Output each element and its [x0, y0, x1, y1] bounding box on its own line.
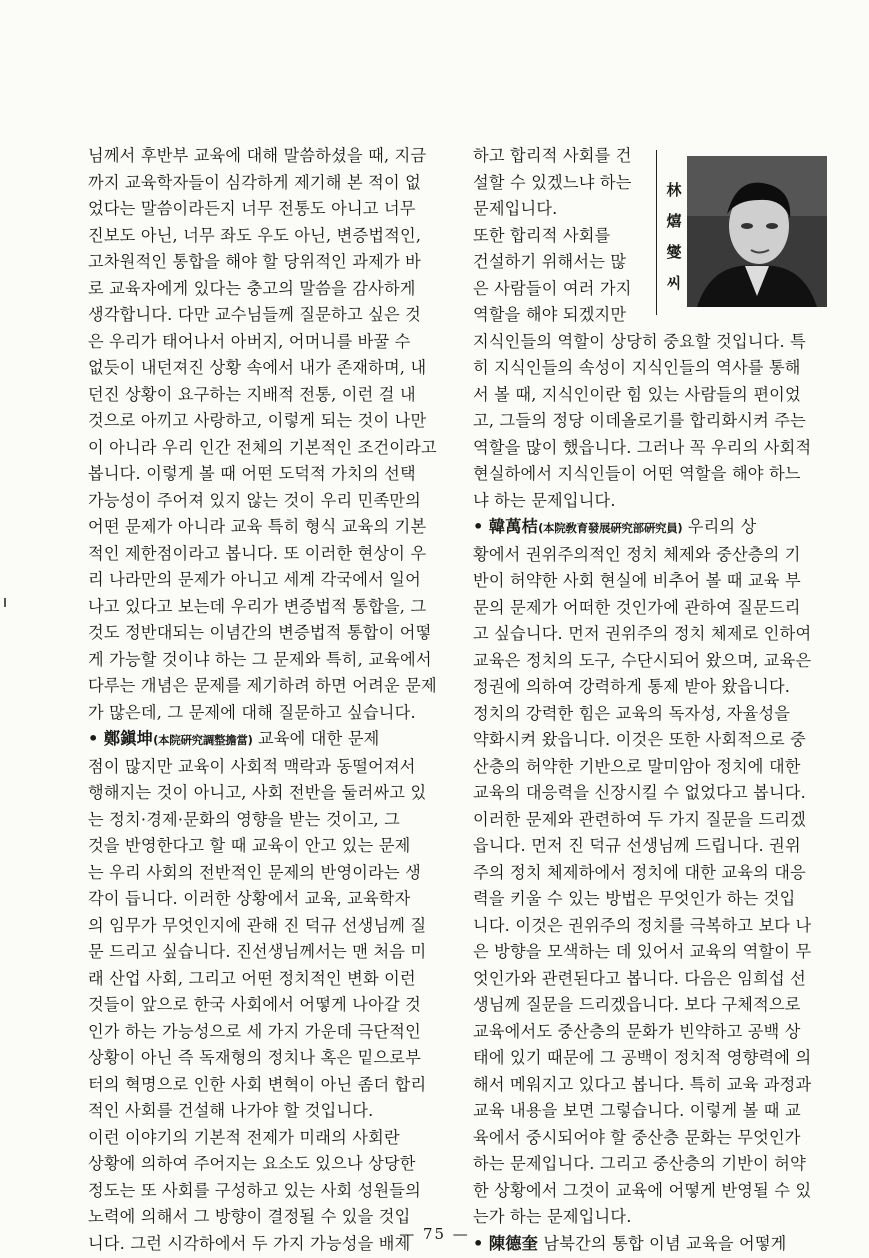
text-line: 로 교육자에게 있다는 충고의 말씀을 감사하게 [88, 278, 416, 298]
text-line: 히 지식인들의 속성이 지식인들의 역사를 통해 [473, 358, 801, 377]
text-line: 진보도 아닌, 너무 좌도 우도 아닌, 변증법적인, [88, 225, 422, 245]
photo-caption [664, 175, 684, 299]
text-line: 행해지는 것이 아니고, 사회 전반을 둘러싸고 있 [88, 783, 427, 802]
text-line: 없듯이 내던져진 상황 속에서 내가 존재하며, 내 [88, 358, 427, 377]
caption-char: 燮 [666, 243, 682, 261]
text-line: 는가 하는 문제입니다. [473, 1207, 632, 1226]
text-line: 는 우리 사회의 전반적인 문제의 반영이라는 생 [88, 862, 421, 882]
text-line: 교육의 대응력을 신장시킬 수 없었다고 봅니다. [473, 783, 806, 802]
text-line: 니다. 이것은 권위주의 정치를 극복하고 보다 나 [473, 915, 812, 935]
speaker-line-jung [88, 726, 450, 754]
text-line: 상황에 의하여 주어지는 요소도 있으나 상당한 [88, 1154, 416, 1173]
speaker-name-chin: 陳德奎 [488, 1233, 539, 1253]
text-line: 지식인들의 역할이 상당히 중요할 것입니다. 특 [473, 331, 806, 351]
column-divider [656, 150, 657, 315]
text-line: 상황이 아닌 즉 독재형의 정치나 혹은 밑으로부 [88, 1048, 421, 1067]
text-line: 교육은 정치의 도구, 수단시되어 왔으며, 교육은 [473, 650, 812, 670]
text-line: 가능성이 주어져 있지 않는 것이 우리 민족만의 [88, 490, 421, 510]
text-line: 고차원적인 통합을 해야 할 당위적인 과제가 바 [88, 252, 421, 271]
speaker-name-han: 韓萬桔 [488, 517, 539, 536]
text-line: 것으로 아끼고 사랑하고, 이렇게 되는 것이 나만 [88, 411, 427, 430]
text-line: 정권에 의하여 강력하게 통제 받아 왔읍니다. [473, 677, 791, 696]
text-line: 것도 정반대되는 이념간의 변증법적 통합이 어떻 [88, 623, 432, 642]
text-line: 문의 문제가 어떠한 것인가에 관하여 질문드리 [473, 597, 801, 617]
text-line: 이러한 문제와 관련하여 두 가지 질문을 드리겠 [473, 809, 806, 829]
text-line: 교육에서도 중산층의 문화가 빈약하고 공백 상 [473, 1021, 801, 1041]
text-line: 나고 있다고 보는데 우리가 변증법적 통합을, 그 [88, 596, 427, 616]
text-line: 적인 사회를 건설해 나가야 할 것입니다. [88, 1101, 374, 1120]
text-line: 태에 있기 때문에 그 공백이 정치적 영향력에 의 [473, 1048, 812, 1067]
text-line: 점이 많지만 교육이 사회적 맥락과 동떨어져서 [88, 756, 416, 776]
text-line: 정치의 강력한 힘은 교육의 독자성, 자율성을 [473, 703, 791, 723]
speaker-role-han: (本院敎育發展硏究部硏究員) [538, 521, 683, 535]
text-line: 해서 메워지고 있다고 봅니다. 특히 교육 과정과 [473, 1074, 812, 1094]
text-line: 주의 정치 체제하에서 정치에 대한 교육의 대응 [473, 862, 806, 882]
text-line: 리 나라만의 문제가 아니고 세계 각국에서 일어 [88, 570, 421, 589]
text-line: 교육 내용을 보면 그렇습니다. 이렇게 볼 때 교 [473, 1101, 801, 1120]
text-line: 문 드리고 싶습니다. 진선생님께서는 맨 처음 미 [88, 942, 427, 961]
text-line: 력을 키울 수 있는 방법은 무엇인가 하는 것입 [473, 889, 796, 908]
text-line: 까지 교육학자들이 심각하게 제기해 본 적이 없 [88, 172, 421, 192]
text-line: 이 아니라 우리 인간 전체의 기본적인 조건이라고 [88, 437, 437, 457]
text-line: 적인 제한점이라고 봅니다. 또 이러한 현상이 우 [88, 543, 427, 563]
page-number: — 75 — [399, 1225, 470, 1243]
text-line: 엇인가와 관련된다고 봅니다. 다음은 임희섭 선 [473, 968, 806, 988]
text-line: 읍니다. 먼저 진 덕규 선생님께 드립니다. 권위 [473, 836, 801, 855]
text-line: 가 많은데, 그 문제에 대해 질문하고 싶습니다. [88, 702, 416, 722]
text-line: 노력에 의해서 그 방향이 결정될 수 있을 것입 [88, 1207, 411, 1226]
speaker-text-jung: 교육에 대한 문제 [252, 729, 380, 748]
text-line: 건설하기 위해서는 많 [473, 252, 627, 271]
text-line: 인가 하는 가능성으로 세 가지 가운데 극단적인 [88, 1021, 421, 1041]
text-line: 터의 혁명으로 인한 사회 변혁이 아닌 좀더 합리 [88, 1074, 427, 1094]
text-line: 생각합니다. 다만 교수님들께 질문하고 싶은 것 [88, 305, 421, 324]
text-line: 님께서 후반부 교육에 대해 말씀하셨을 때, 지금 [88, 146, 427, 165]
right-column [473, 143, 833, 1257]
text-line: 어떤 문제가 아니라 교육 특히 형식 교육의 기본 [88, 517, 427, 536]
text-line: 냐 하는 문제입니다. [473, 490, 616, 510]
text-line: 역할을 해야 되겠지만 [473, 305, 627, 324]
text-line: 약화시켜 왔읍니다. 이것은 또한 사회적으로 중 [473, 730, 806, 749]
text-line: 이런 이야기의 기본적 전제가 미래의 사회란 [88, 1127, 400, 1147]
text-line: 게 가능할 것이냐 하는 그 문제와 특히, 교육에서 [88, 649, 432, 669]
caption-char: 씨 [666, 274, 682, 292]
speaker-role-jung: (本院硏究調整擔當) [153, 733, 253, 747]
text-line: 것을 반영한다고 할 때 교육이 안고 있는 문제 [88, 836, 411, 855]
text-line: 다루는 개념은 문제를 제기하려 하면 어려운 문제 [88, 676, 437, 695]
text-line: 의 임무가 무엇인지에 관해 진 덕규 선생님께 질 [88, 915, 427, 935]
text-line: 하고 합리적 사회를 건 [473, 146, 632, 165]
portrait-illustration [687, 156, 827, 307]
caption-char: 林 [666, 181, 682, 199]
left-paragraph-1 [88, 143, 450, 726]
portrait-photo [687, 156, 827, 307]
portrait-block [656, 150, 833, 310]
text-line: 은 우리가 태어나서 아버지, 어머니를 바꿀 수 [88, 331, 411, 351]
left-column [88, 143, 450, 1257]
speaker-bullet: • [473, 517, 484, 536]
speaker-line-han [473, 514, 833, 542]
speaker-bullet: • [88, 729, 99, 748]
text-line: 설할 수 있겠느냐 하는 [473, 172, 632, 192]
text-line: 던진 상황이 요구하는 지배적 전통, 이런 걸 내 [88, 384, 416, 404]
text-line: 육에서 중시되어야 할 중산층 문화는 무엇인가 [473, 1127, 801, 1147]
text-line: 산층의 허약한 기반으로 말미암아 정치에 대한 [473, 756, 801, 776]
text-line: 현실하에서 지식인들이 어떤 역할을 해야 하느 [473, 464, 801, 483]
text-line: 니다. 그런 시각하에서 두 가지 가능성을 배제 [88, 1233, 411, 1253]
text-line: 반이 허약한 사회 현실에 비추어 볼 때 교육 부 [473, 571, 801, 590]
text-line: 각이 듭니다. 이러한 상황에서 교육, 교육학자 [88, 889, 411, 908]
text-line: 봅니다. 이렇게 볼 때 어떤 도덕적 가치의 선택 [88, 464, 416, 483]
caption-char: 熺 [666, 212, 682, 230]
text-line: 정도는 또 사회를 구성하고 있는 사회 성원들의 [88, 1180, 421, 1200]
speaker-text-chin: 남북간의 통합 이념 교육을 어떻게 [538, 1233, 787, 1253]
text-line: 었다는 말씀이라든지 너무 전통도 아니고 너무 [88, 199, 416, 218]
text-line: 고 싶습니다. 먼저 권위주의 정치 체제로 인하여 [473, 624, 812, 643]
left-paragraph-2 [88, 754, 450, 1258]
text-line: 또한 합리적 사회를 [473, 225, 611, 245]
text-line: 역할을 많이 했읍니다. 그러나 꼭 우리의 사회적 [473, 437, 812, 457]
text-line: 생님께 질문을 드리겠읍니다. 보다 구체적으로 [473, 995, 801, 1014]
right-paragraph-2 [473, 542, 833, 1231]
text-line: 는 정치·경제·문화의 영향을 받는 것이고, 그 [88, 809, 400, 829]
text-line: 문제입니다. [473, 199, 558, 218]
speaker-bullet: • [473, 1233, 484, 1253]
text-line: 고, 그들의 정당 이데올로기를 합리화시켜 주는 [473, 411, 806, 430]
right-paragraph-1 [473, 329, 833, 515]
text-line: 서 볼 때, 지식인이란 힘 있는 사람들의 편이었 [473, 384, 801, 404]
text-line: 은 방향을 모색하는 데 있어서 교육의 역할이 무 [473, 942, 812, 961]
text-line: 것들이 앞으로 한국 사회에서 어떻게 나아갈 것 [88, 995, 421, 1014]
margin-mark [4, 598, 6, 607]
speaker-name-jung: 鄭鎭坤 [103, 729, 154, 748]
text-line: 은 사람들이 여러 가지 [473, 278, 632, 298]
text-line: 래 산업 사회, 그리고 어떤 정치적인 변화 이런 [88, 968, 416, 988]
text-line: 하는 문제입니다. 그리고 중산층의 기반이 허약 [473, 1154, 806, 1173]
speaker-text-han: 우리의 상 [682, 517, 757, 536]
text-line: 황에서 권위주의적인 정치 체제와 중산층의 기 [473, 544, 801, 564]
text-line: 한 상황에서 그것이 교육에 어떻게 반영될 수 있 [473, 1180, 812, 1200]
